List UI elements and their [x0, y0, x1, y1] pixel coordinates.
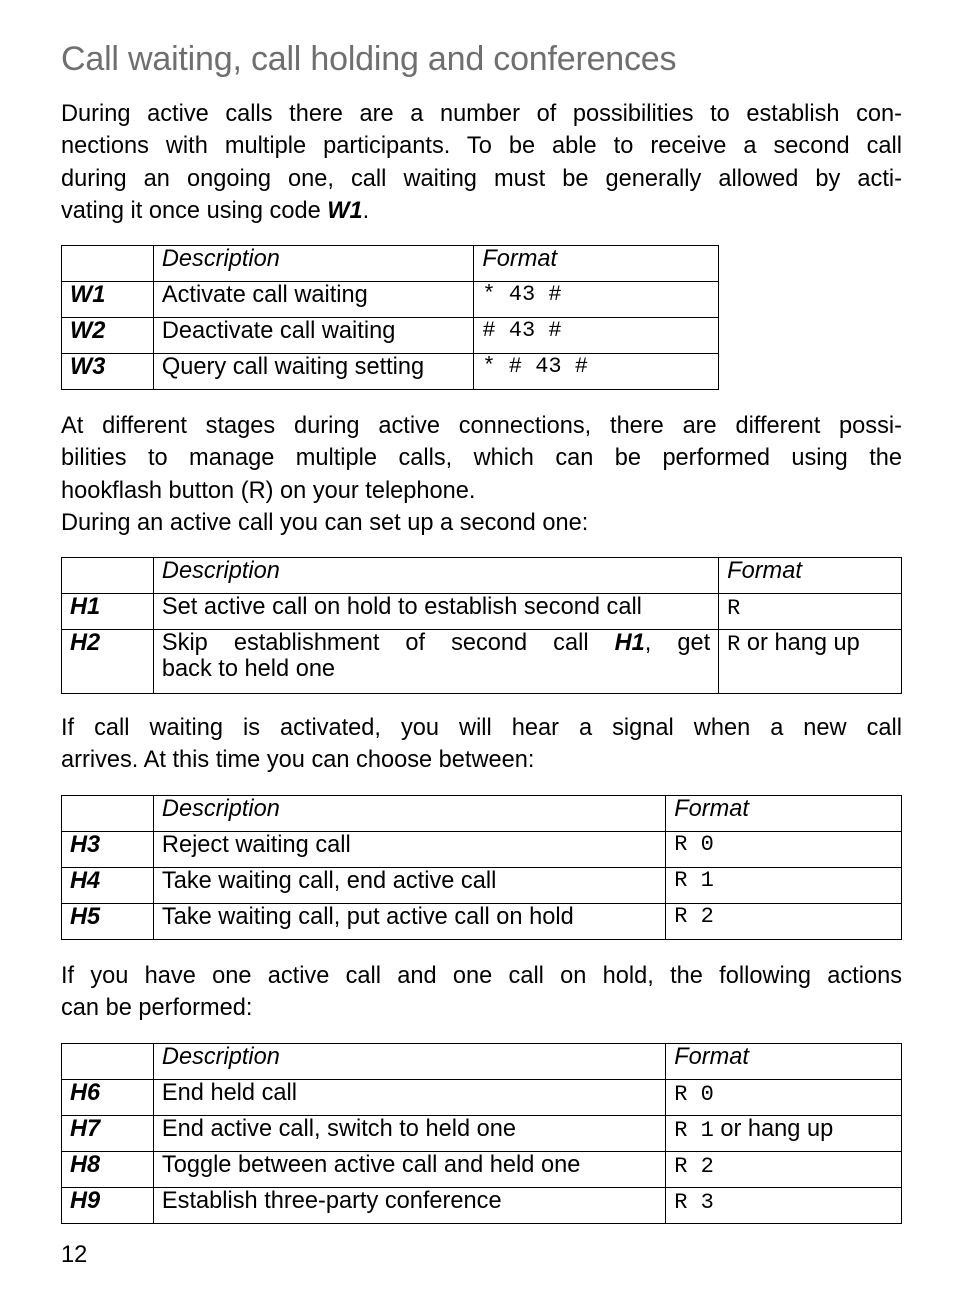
- row-code: W1: [62, 282, 154, 318]
- table-row: [62, 868, 902, 904]
- row-code: H7: [62, 1116, 154, 1152]
- row-format: R 2: [666, 1152, 902, 1188]
- header-description: Description: [153, 558, 718, 594]
- intro-line: During active calls there are a number of possibilities to establish con-: [61, 101, 902, 127]
- row-code: H2: [62, 630, 154, 694]
- row-description: Set active call on hold to establish second call: [153, 594, 718, 630]
- table-row: [62, 1152, 902, 1188]
- para-line: If you have one active call and one call on hold, the following actions: [61, 963, 902, 989]
- para-line: can be performed:: [61, 995, 253, 1022]
- second-call-table: [61, 557, 902, 694]
- header-format: Format: [719, 558, 902, 594]
- row-description: Deactivate call waiting: [153, 318, 474, 354]
- header-format: Format: [666, 796, 902, 832]
- row-description: Toggle between active call and held one: [153, 1152, 665, 1188]
- header-format: Format: [666, 1044, 902, 1080]
- header-format: Format: [474, 246, 719, 282]
- row-code: H1: [62, 594, 154, 630]
- table-row: [62, 1080, 902, 1116]
- table-row: [62, 832, 902, 868]
- table-header-row: [62, 796, 902, 832]
- para-line: During an active call you can set up a second one:: [61, 510, 589, 536]
- code-ref: H1: [614, 630, 645, 656]
- table-row: [62, 1116, 902, 1152]
- waiting-call-table: [61, 795, 902, 940]
- row-description: Take waiting call, put active call on hold: [153, 904, 665, 940]
- row-code: H4: [62, 868, 154, 904]
- row-format: R 2: [666, 904, 902, 940]
- row-format: R or hang up: [719, 630, 902, 694]
- table-header-row: [62, 1044, 902, 1080]
- held-call-paragraph: [61, 960, 902, 1025]
- row-code: H9: [62, 1188, 154, 1224]
- page-number: 12: [61, 1242, 88, 1268]
- row-description: Query call waiting setting: [153, 354, 474, 390]
- call-waiting-paragraph: [61, 712, 902, 777]
- row-description: End held call: [153, 1080, 665, 1116]
- para-line: If call waiting is activated, you will hear a signal when a new call: [61, 715, 902, 741]
- row-code: W2: [62, 318, 154, 354]
- table-row: [62, 904, 902, 940]
- row-code: H5: [62, 904, 154, 940]
- row-description: Reject waiting call: [153, 832, 665, 868]
- row-format: # 43 #: [474, 318, 719, 354]
- row-code: H8: [62, 1152, 154, 1188]
- table-row: [62, 318, 719, 354]
- row-code: W3: [62, 354, 154, 390]
- header-description: Description: [153, 246, 474, 282]
- page-title: Call waiting, call holding and conferences: [61, 40, 677, 78]
- intro-line: vating it once using code W1.: [61, 198, 370, 225]
- table-header-row: [62, 558, 902, 594]
- row-description: End active call, switch to held one: [153, 1116, 665, 1152]
- held-call-table: [61, 1043, 902, 1224]
- header-description: Description: [153, 796, 665, 832]
- table-row: [62, 354, 719, 390]
- intro-line: during an ongoing one, call waiting must be generally allowed by acti-: [61, 165, 902, 192]
- table-row: [62, 282, 719, 318]
- code-ref: W1: [327, 198, 363, 225]
- row-format: R 3: [666, 1188, 902, 1224]
- table-row: [62, 1188, 902, 1224]
- row-format: R 1: [666, 868, 902, 904]
- table-header-row: [62, 246, 719, 282]
- row-format: * 43 #: [474, 282, 719, 318]
- row-description: Skip establishment of second call H1, get back to held one: [153, 630, 718, 694]
- header-description: Description: [153, 1044, 665, 1080]
- para-line: arrives. At this time you can choose between:: [61, 747, 535, 774]
- intro-line: nections with multiple participants. To be able to receive a second call: [61, 133, 902, 160]
- row-code: H6: [62, 1080, 154, 1116]
- para-line: At different stages during active connections, there are different possi-: [61, 413, 902, 439]
- para-line: bilities to manage multiple calls, which can be performed using the: [61, 445, 902, 472]
- row-format: R 0: [666, 832, 902, 868]
- table-row: [62, 594, 902, 630]
- row-format: * # 43 #: [474, 354, 719, 390]
- row-format: R 1 or hang up: [666, 1116, 902, 1152]
- table-row: [62, 630, 902, 694]
- intro-paragraph: [61, 98, 902, 228]
- row-description: Activate call waiting: [153, 282, 474, 318]
- hookflash-paragraph: [61, 410, 902, 507]
- row-code: H3: [62, 832, 154, 868]
- para-line: hookflash button (R) on your telephone.: [61, 477, 476, 504]
- row-description: Establish three-party conference: [153, 1188, 665, 1224]
- row-format: R 0: [666, 1080, 902, 1116]
- row-description: Take waiting call, end active call: [153, 868, 665, 904]
- row-format: R: [719, 594, 902, 630]
- call-waiting-table: [61, 245, 719, 390]
- second-call-intro: [61, 507, 902, 539]
